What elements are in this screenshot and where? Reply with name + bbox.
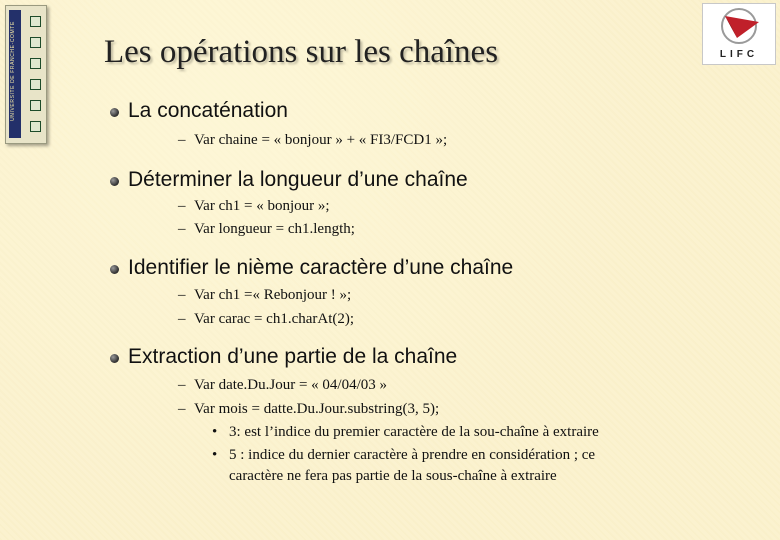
section-heading: Déterminer la longueur d’une chaîne bbox=[128, 168, 468, 191]
section-item: – Var chaine = « bonjour » + « FI3/FCD1 »; bbox=[178, 132, 448, 148]
section-item: – Var ch1 =« Rebonjour ! »; bbox=[178, 287, 352, 303]
section-item: – Var carac = ch1.charAt(2); bbox=[178, 311, 355, 327]
section-note-continuation: caractère ne fera pas partie de la sous-chaîne à extraire bbox=[229, 468, 557, 484]
bullet-icon bbox=[110, 108, 119, 117]
section-note: • 3: est l’indice du premier caractère de la sou-chaîne à extraire bbox=[212, 424, 599, 440]
section-item: – Var date.Du.Jour = « 04/04/03 » bbox=[178, 377, 388, 393]
bullet-icon bbox=[110, 177, 119, 186]
logo-box-icon bbox=[30, 100, 41, 111]
section-item: – Var mois = datte.Du.Jour.substring(3, 5); bbox=[178, 401, 440, 417]
logo-box-icon bbox=[30, 79, 41, 90]
section-heading: Identifier le nième caractère d’une chaîne bbox=[128, 256, 514, 279]
logo-box-icon bbox=[30, 37, 41, 48]
lifc-logo bbox=[702, 3, 776, 65]
university-logo-text: UNIVERSITE DE FRANCHE-COMTE bbox=[10, 21, 16, 121]
section-note: • 5 : indice du dernier caractère à prendre en considération ; ce bbox=[212, 447, 596, 463]
university-logo bbox=[5, 5, 47, 144]
bullet-icon bbox=[110, 354, 119, 363]
section-heading: Extraction d’une partie de la chaîne bbox=[128, 345, 458, 368]
logo-box-icon bbox=[30, 58, 41, 69]
section-item: – Var longueur = ch1.length; bbox=[178, 221, 355, 237]
slide-title: Les opérations sur les chaînes bbox=[104, 34, 499, 70]
section-item: – Var ch1 = « bonjour »; bbox=[178, 198, 330, 214]
lifc-emblem-icon bbox=[703, 4, 775, 50]
bullet-icon bbox=[110, 265, 119, 274]
lifc-logo-text: LIFC bbox=[719, 49, 759, 60]
section-heading: La concaténation bbox=[128, 99, 288, 122]
logo-box-icon bbox=[30, 16, 41, 27]
logo-box-icon bbox=[30, 121, 41, 132]
